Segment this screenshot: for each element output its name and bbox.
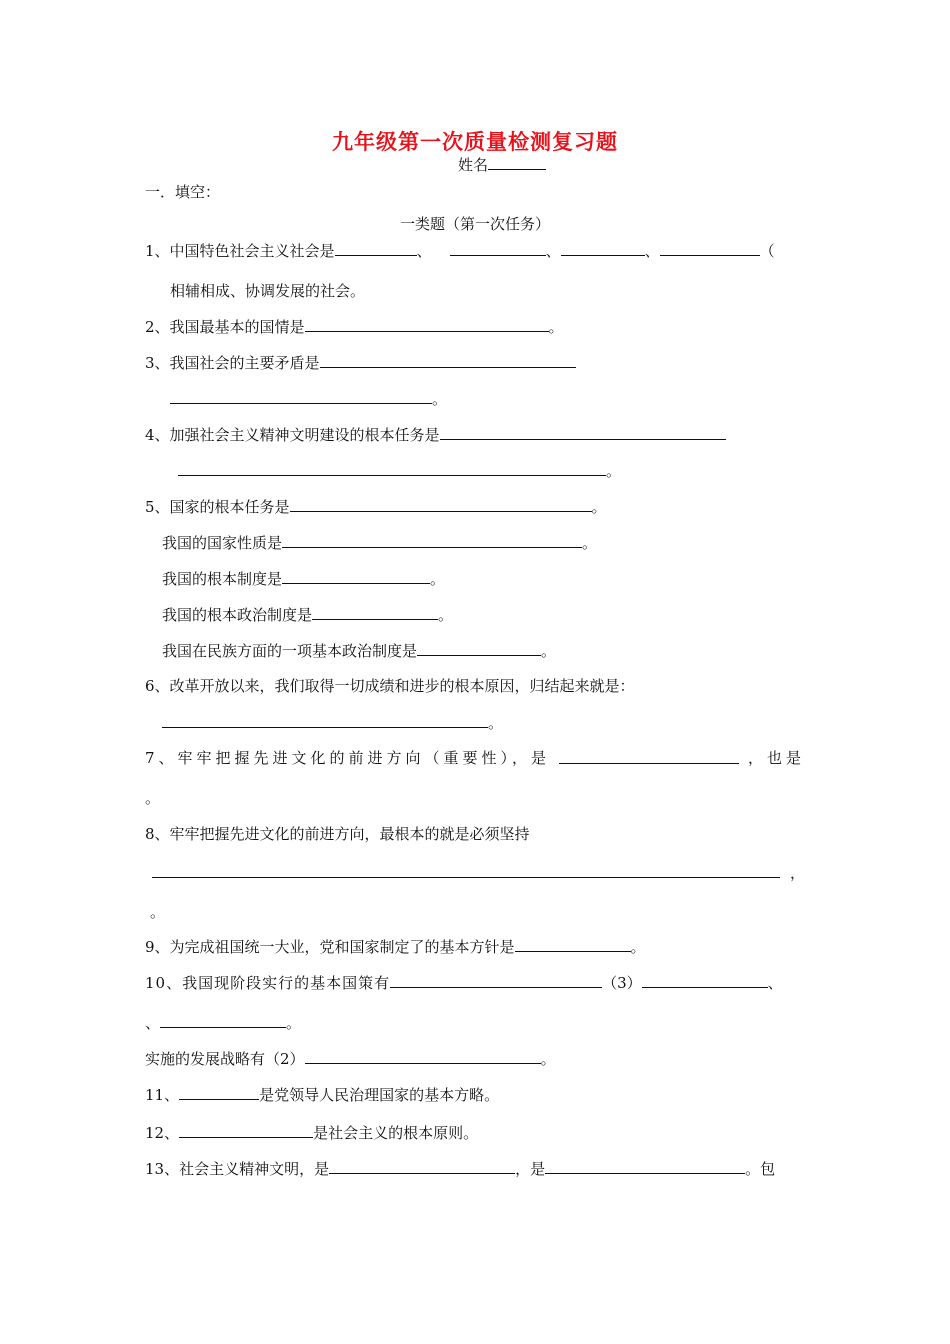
blank[interactable] (178, 460, 606, 476)
question-12 (145, 1122, 478, 1143)
count: （2） (265, 1050, 305, 1068)
blank[interactable] (290, 496, 592, 512)
separator: 、 (644, 242, 660, 260)
blank[interactable] (545, 1158, 745, 1174)
question-3-text: 3、我国社会的主要矛盾是 (145, 354, 320, 372)
question-1-text: 1、中国特色社会主义社会是 (145, 242, 335, 260)
name-field-row (458, 154, 546, 175)
question-5b-text: 我国的国家性质是 (162, 534, 283, 552)
question-8-continuation (152, 862, 805, 883)
period: 。 (582, 534, 598, 552)
question-10-text: 10、我国现阶段实行的基本国策有 (145, 974, 391, 992)
blank[interactable] (160, 1012, 286, 1028)
question-13-mid: ，是 (515, 1160, 546, 1178)
blank[interactable] (329, 1158, 515, 1174)
question-12-text: 是社会主义的根本原则。 (313, 1124, 479, 1142)
question-1 (145, 240, 775, 261)
question-5b (162, 532, 597, 553)
blank[interactable] (179, 1084, 259, 1100)
question-10b-text: 实施的发展战略有 (145, 1050, 266, 1068)
question-7-end: 。 (145, 789, 161, 807)
blank[interactable] (642, 972, 768, 988)
blank[interactable] (179, 1122, 313, 1138)
subsection-heading: 一类题（第一次任务） (399, 215, 550, 233)
blank[interactable] (282, 568, 430, 584)
question-3 (145, 352, 576, 373)
blank[interactable] (152, 862, 780, 878)
section-heading: 一．填空： (145, 183, 221, 201)
comma: ， (790, 864, 806, 882)
question-1-continuation: 相辅相成、协调发展的社会。 (170, 282, 366, 300)
period: 。 (540, 1050, 556, 1068)
blank[interactable] (559, 748, 739, 764)
question-8: 8、牢牢把握先进文化的前进方向，最根本的就是必须坚持 (145, 825, 530, 843)
question-3-continuation (170, 388, 447, 409)
question-4-text: 4、加强社会主义精神文明建设的根本任务是 (145, 426, 440, 444)
period: 。 (488, 714, 504, 732)
question-5c (162, 568, 445, 589)
blank[interactable] (417, 640, 541, 656)
question-12-number: 12、 (145, 1124, 180, 1142)
blank[interactable] (170, 388, 432, 404)
period: 。 (438, 606, 454, 624)
count: （3） (602, 974, 642, 992)
period: 。 (430, 570, 446, 588)
separator: 、 (545, 242, 561, 260)
separator: 、 (145, 1014, 161, 1032)
period: 。 (630, 938, 646, 956)
period: 。 (591, 498, 607, 516)
blank[interactable] (561, 240, 645, 256)
question-5e (162, 640, 556, 661)
question-9 (145, 936, 646, 957)
question-10 (145, 972, 783, 993)
question-5 (145, 496, 607, 517)
blank[interactable] (282, 532, 582, 548)
paren: （ (759, 242, 775, 260)
blank[interactable] (450, 240, 546, 256)
question-5c-text: 我国的根本制度是 (162, 570, 283, 588)
name-label: 姓名 (458, 156, 489, 174)
blank[interactable] (312, 604, 438, 620)
period: 。 (286, 1014, 302, 1032)
blank[interactable] (305, 316, 549, 332)
question-8-end: 。 (150, 903, 166, 921)
question-10-continuation (145, 1012, 301, 1033)
question-5d (162, 604, 453, 625)
blank[interactable] (440, 424, 726, 440)
question-13-text: 13、社会主义精神文明，是 (145, 1160, 330, 1178)
blank[interactable] (320, 352, 576, 368)
question-9-text: 9、为完成祖国统一大业，党和国家制定了的基本方针是 (145, 938, 515, 956)
question-5d-text: 我国的根本政治制度是 (162, 606, 313, 624)
question-11-text: 是党领导人民治理国家的基本方略。 (259, 1086, 500, 1104)
blank[interactable] (660, 240, 760, 256)
question-7-text: 7、牢牢把握先进文化的前进方向（重要性），是 (145, 749, 551, 767)
blank[interactable] (305, 1048, 541, 1064)
separator: 、 (767, 974, 783, 992)
question-7 (145, 748, 805, 768)
blank[interactable] (390, 972, 602, 988)
question-7-mid: ，也是 (747, 749, 805, 767)
question-5e-text: 我国在民族方面的一项基本政治制度是 (162, 642, 418, 660)
question-5-text: 5、国家的根本任务是 (145, 498, 290, 516)
question-4-continuation (178, 460, 621, 481)
question-6: 6、改革开放以来，我们取得一切成绩和进步的根本原因，归结起来就是： (145, 677, 635, 695)
period: 。 (432, 390, 448, 408)
question-10b (145, 1048, 556, 1069)
blank[interactable] (162, 712, 488, 728)
name-blank[interactable] (488, 154, 546, 170)
question-13 (145, 1158, 775, 1179)
question-6-continuation (162, 712, 503, 733)
question-13-end: 。包 (745, 1160, 776, 1178)
question-11 (145, 1084, 499, 1105)
separator: 、 (416, 242, 432, 260)
period: 。 (606, 462, 622, 480)
question-11-number: 11、 (145, 1086, 180, 1104)
question-4 (145, 424, 726, 445)
blank[interactable] (335, 240, 417, 256)
page-title: 九年级第一次质量检测复习题 (332, 129, 618, 154)
blank[interactable] (515, 936, 631, 952)
question-2 (145, 316, 564, 337)
period: 。 (548, 318, 564, 336)
period: 。 (541, 642, 557, 660)
question-2-text: 2、我国最基本的国情是 (145, 318, 305, 336)
